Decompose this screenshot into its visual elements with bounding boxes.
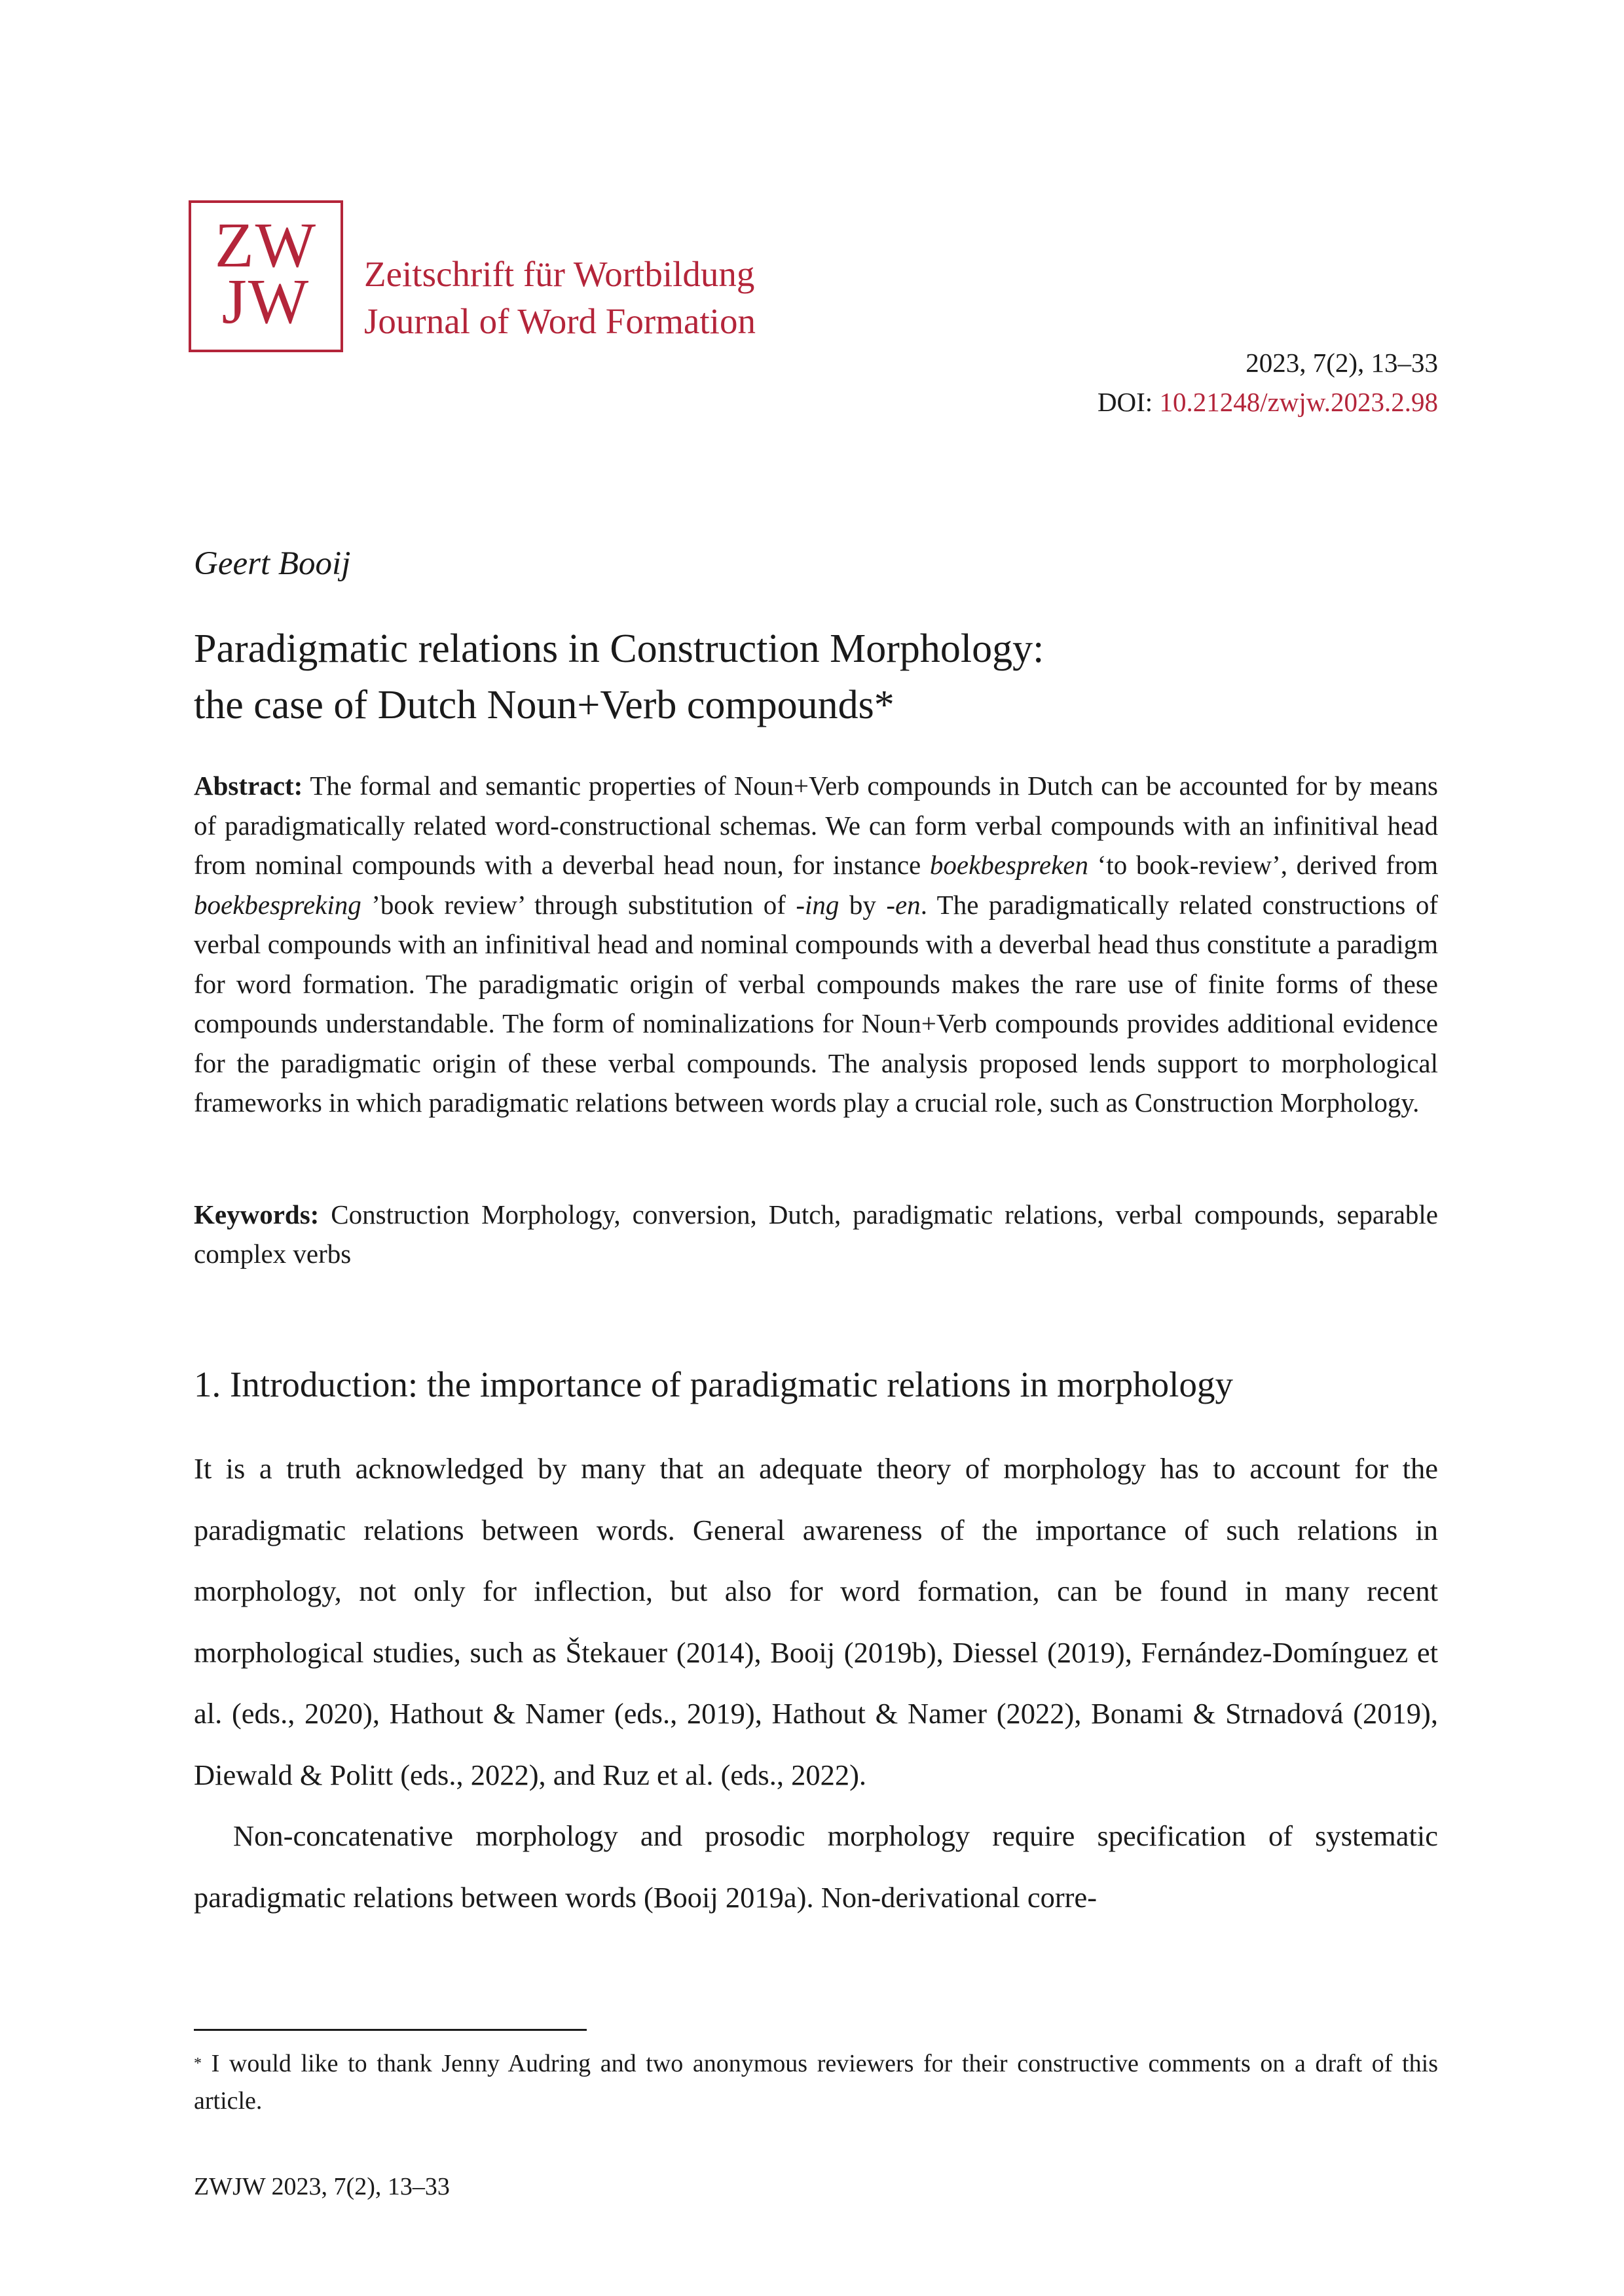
- author-name: Geert Booij: [194, 545, 351, 582]
- paper-title-line-1: Paradigmatic relations in Construction Morphology:: [194, 627, 1044, 671]
- section-heading: 1. Introduction: the importance of paradigmatic relations in morphology: [194, 1364, 1233, 1404]
- doi-label: DOI:: [1097, 387, 1160, 417]
- body-text: [194, 1438, 1438, 1928]
- abstract-example-4: -en: [886, 889, 921, 920]
- paper-title-line-2: the case of Dutch Noun+Verb compounds*: [194, 683, 895, 727]
- footnote: [194, 2045, 1438, 2120]
- abstract-text-3: ’book review’ through substitution of: [361, 889, 796, 920]
- abstract-text-5: . The paradigmatically related constructions of verbal compounds with an infinitival head and nominal compounds with a deverbal head thus constitute a paradigm for word formation. The paradigmatic origin of verbal compounds makes the rare use of finite forms of these compounds understandable. The form of nominalizations for Noun+Verb compounds provides additional evidence for the paradigmatic origin of these verbal compounds. The analysis proposed lends support to morphological frameworks in which paradigmatic relations between words play a crucial role, such as Construction Morphology.: [194, 889, 1438, 1118]
- abstract-text-1: The formal and semantic properties of Noun+Verb compounds in Dutch can be accounted for by means of paradigmatically related word-constructional schemas. We can form verbal compounds with an infinitival head from nominal compounds with a deverbal head noun, for instance: [194, 771, 1438, 880]
- journal-title-de: Zeitschrift für Wortbildung: [364, 254, 755, 294]
- paper-title: [194, 621, 1438, 733]
- abstract-example-3: -ing: [796, 889, 840, 920]
- issue-citation: 2023, 7(2), 13–33: [1246, 348, 1438, 378]
- footnote-divider: [194, 2029, 587, 2031]
- keywords-label: Keywords:: [194, 1199, 320, 1230]
- page-footer: ZWJW 2023, 7(2), 13–33: [194, 2173, 450, 2200]
- logo-line-1: ZW: [214, 210, 318, 281]
- doi-line: [1098, 382, 1438, 422]
- abstract-example-2: boekbespreking: [194, 889, 361, 920]
- keywords: [194, 1195, 1438, 1273]
- footnote-marker: *: [194, 2055, 202, 2072]
- footnote-text: I would like to thank Jenny Audring and two anonymous reviewers for their constructive comments on a draft of this article.: [194, 2050, 1438, 2115]
- abstract-text-2: ‘to book-review’, derived from: [1088, 850, 1439, 880]
- journal-title-en: Journal of Word Formation: [364, 301, 756, 341]
- abstract-label: Abstract:: [194, 771, 303, 801]
- abstract-example-1: boekbespreken: [929, 850, 1088, 880]
- keywords-text: Construction Morphology, conversion, Dutch, paradigmatic relations, verbal compounds, separable complex verbs: [194, 1199, 1438, 1269]
- body-paragraph-1: It is a truth acknowledged by many that an adequate theory of morphology has to account for the paradigmatic relations between words. General awareness of the importance of such relations in morphology, not only for inflection, but also for word formation, can be found in many recent morphological studies, such as Štekauer (2014), Booij (2019b), Diessel (2019), Fernández-Domínguez et al. (eds., 2020), Hathout & Namer (eds., 2019), Hathout & Namer (2022), Bonami & Strnadová (2019), Diewald & Politt (eds., 2022), and Ruz et al. (eds., 2022).: [194, 1452, 1438, 1791]
- body-paragraph-2: Non-concatenative morphology and prosodic morphology require specification of systematic paradigmatic relations between words (Booij 2019a). Non-derivational corre-: [194, 1819, 1438, 1914]
- abstract: [194, 766, 1438, 1123]
- logo-line-2: JW: [221, 266, 310, 337]
- journal-title: [364, 251, 756, 345]
- doi-link[interactable]: 10.21248/zwjw.2023.2.98: [1159, 387, 1438, 417]
- journal-logo: [189, 200, 343, 352]
- abstract-text-4: by: [839, 889, 887, 920]
- issue-info: [1098, 343, 1438, 422]
